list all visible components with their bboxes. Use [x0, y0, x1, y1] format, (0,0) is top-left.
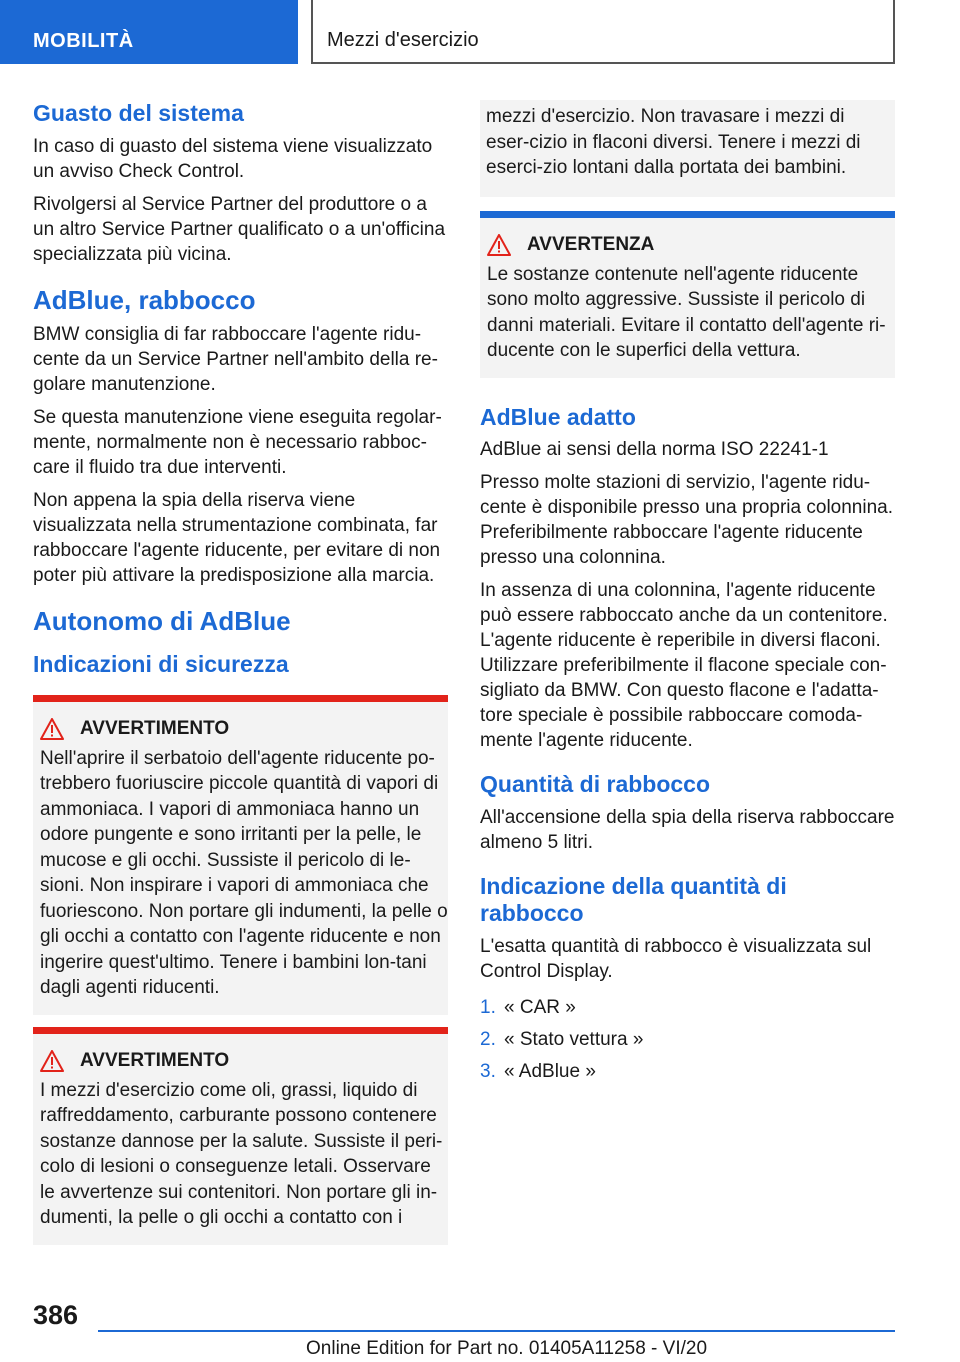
list-item	[480, 992, 895, 1024]
left-column	[33, 100, 448, 1245]
step-label: « CAR »	[504, 996, 576, 1018]
warning-header	[40, 1050, 448, 1072]
heading-autonomo: Autonomo di AdBlue	[33, 605, 291, 636]
paragraph: All'accensione della spia della riserva rabboccare almeno 5 litri.	[480, 806, 895, 853]
warning-text: mezzi d'esercizio. Non travasare i mezzi di eser-cizio in flaconi diversi. Tenere i mezzi di eserci-zio lontani dalla portata dei bambini.	[486, 106, 861, 178]
step-label: « AdBlue »	[504, 1060, 596, 1082]
footer-divider	[98, 1330, 895, 1332]
warning-box	[33, 695, 448, 1015]
step-label: « Stato vettura »	[504, 1028, 644, 1050]
warning-title: AVVERTIMENTO	[80, 1049, 230, 1071]
heading-adatto: AdBlue adatto	[480, 403, 636, 430]
right-column	[480, 100, 895, 1088]
warning-continuation	[480, 100, 895, 197]
steps-list	[480, 992, 895, 1088]
paragraph: Rivolgersi al Service Partner del produttore o a un altro Service Partner qualificato o a un'officina specializzata più vicina.	[33, 193, 446, 265]
chapter-tab: MOBILITÀ	[0, 0, 298, 64]
heading-guasto: Guasto del sistema	[33, 100, 244, 126]
paragraph: BMW consiglia di far rabboccare l'agente ridu-cente da un Service Partner nell'ambito della re-golare manutenzione.	[33, 323, 438, 395]
warning-title: AVVERTIMENTO	[80, 717, 230, 739]
warning-text: I mezzi d'esercizio come oli, grassi, liquido di raffreddamento, carburante possono contenere sostanze dannose per la salute. Sussiste il peri-colo di lesioni o conseguenze letali. Osservare le avvertenze sui contenitori. Non portare gli in-dumenti, la pelle o gli occhi a contatto con i	[40, 1079, 443, 1229]
notice-title: AVVERTENZA	[527, 233, 655, 255]
step-number: 1.	[480, 996, 496, 1018]
warning-triangle-icon	[40, 718, 64, 740]
list-item	[480, 1024, 895, 1056]
notice-text: Le sostanze contenute nell'agente riducente sono molto aggressive. Sussiste il pericolo di danni materiali. Evitare il contatto dell'agente ri-ducente con le superfici della vettura.	[487, 263, 886, 361]
page-number: 386	[33, 1300, 79, 1330]
warning-box	[33, 1027, 448, 1245]
warning-triangle-icon	[40, 1050, 64, 1072]
section-title: Mezzi d'esercizio	[311, 0, 895, 64]
heading-rabbocco: AdBlue, rabbocco	[33, 284, 256, 315]
notice-header	[487, 234, 895, 256]
warning-text: Nell'aprire il serbatoio dell'agente riducente po-trebbero fuoriuscire piccole quantità di vapori di ammoniaca. I vapori di ammoniaca hanno un odore pungente e sono irritanti per la pelle, le mucose e gli occhi. Sussiste il pericolo di le-sioni. Non inspirare i vapori di ammoniaca che fuoriescono. Non portare gli indumenti, la pelle o gli occhi a contatto con l'agente riducente e non ingerire quest'ultimo. Tenere i bambini lon-tani dagli agenti riducenti.	[40, 747, 448, 999]
paragraph: In caso di guasto del sistema viene visualizzato un avviso Check Control.	[33, 135, 433, 182]
heading-sicurezza: Indicazioni di sicurezza	[33, 650, 289, 677]
heading-quantita: Quantità di rabbocco	[480, 771, 711, 798]
warning-header	[40, 718, 448, 740]
step-number: 2.	[480, 1028, 496, 1050]
notice-box	[480, 211, 895, 378]
paragraph: Non appena la spia della riserva viene visualizzata nella strumentazione combinata, far rabboccare l'agente riducente, per evitare di non poter più attivare la predisposizione alla marcia.	[33, 489, 441, 586]
footer-edition: Online Edition for Part no. 01405A11258 - VI/20	[306, 1338, 708, 1359]
step-number: 3.	[480, 1060, 496, 1082]
heading-indicazione: Indicazione della quantità di rabbocco	[480, 872, 787, 927]
list-item	[480, 1056, 895, 1088]
paragraph: Presso molte stazioni di servizio, l'agente ridu-cente è disponibile presso una propria colonnina. Preferibilmente rabboccare l'agente riducente presso una colonnina.	[480, 472, 893, 569]
warning-triangle-icon	[487, 234, 511, 256]
paragraph: In assenza di una colonnina, l'agente riducente può essere rabboccato anche da un contenitore. L'agente riducente è reperibile in diversi flaconi. Utilizzare preferibilmente il flacone speciale con-sigliato da BMW. Con questo flacone e l'adatta-tore speciale è possibile rabboccare comoda-mente l'agente riducente.	[480, 580, 888, 752]
paragraph: L'esatta quantità di rabbocco è visualizzata sul Control Display.	[480, 935, 872, 982]
paragraph: AdBlue ai sensi della norma ISO 22241-1	[480, 439, 829, 461]
paragraph: Se questa manutenzione viene eseguita regolar-mente, normalmente non è necessario rabboc-care il fluido tra due interventi.	[33, 406, 442, 478]
